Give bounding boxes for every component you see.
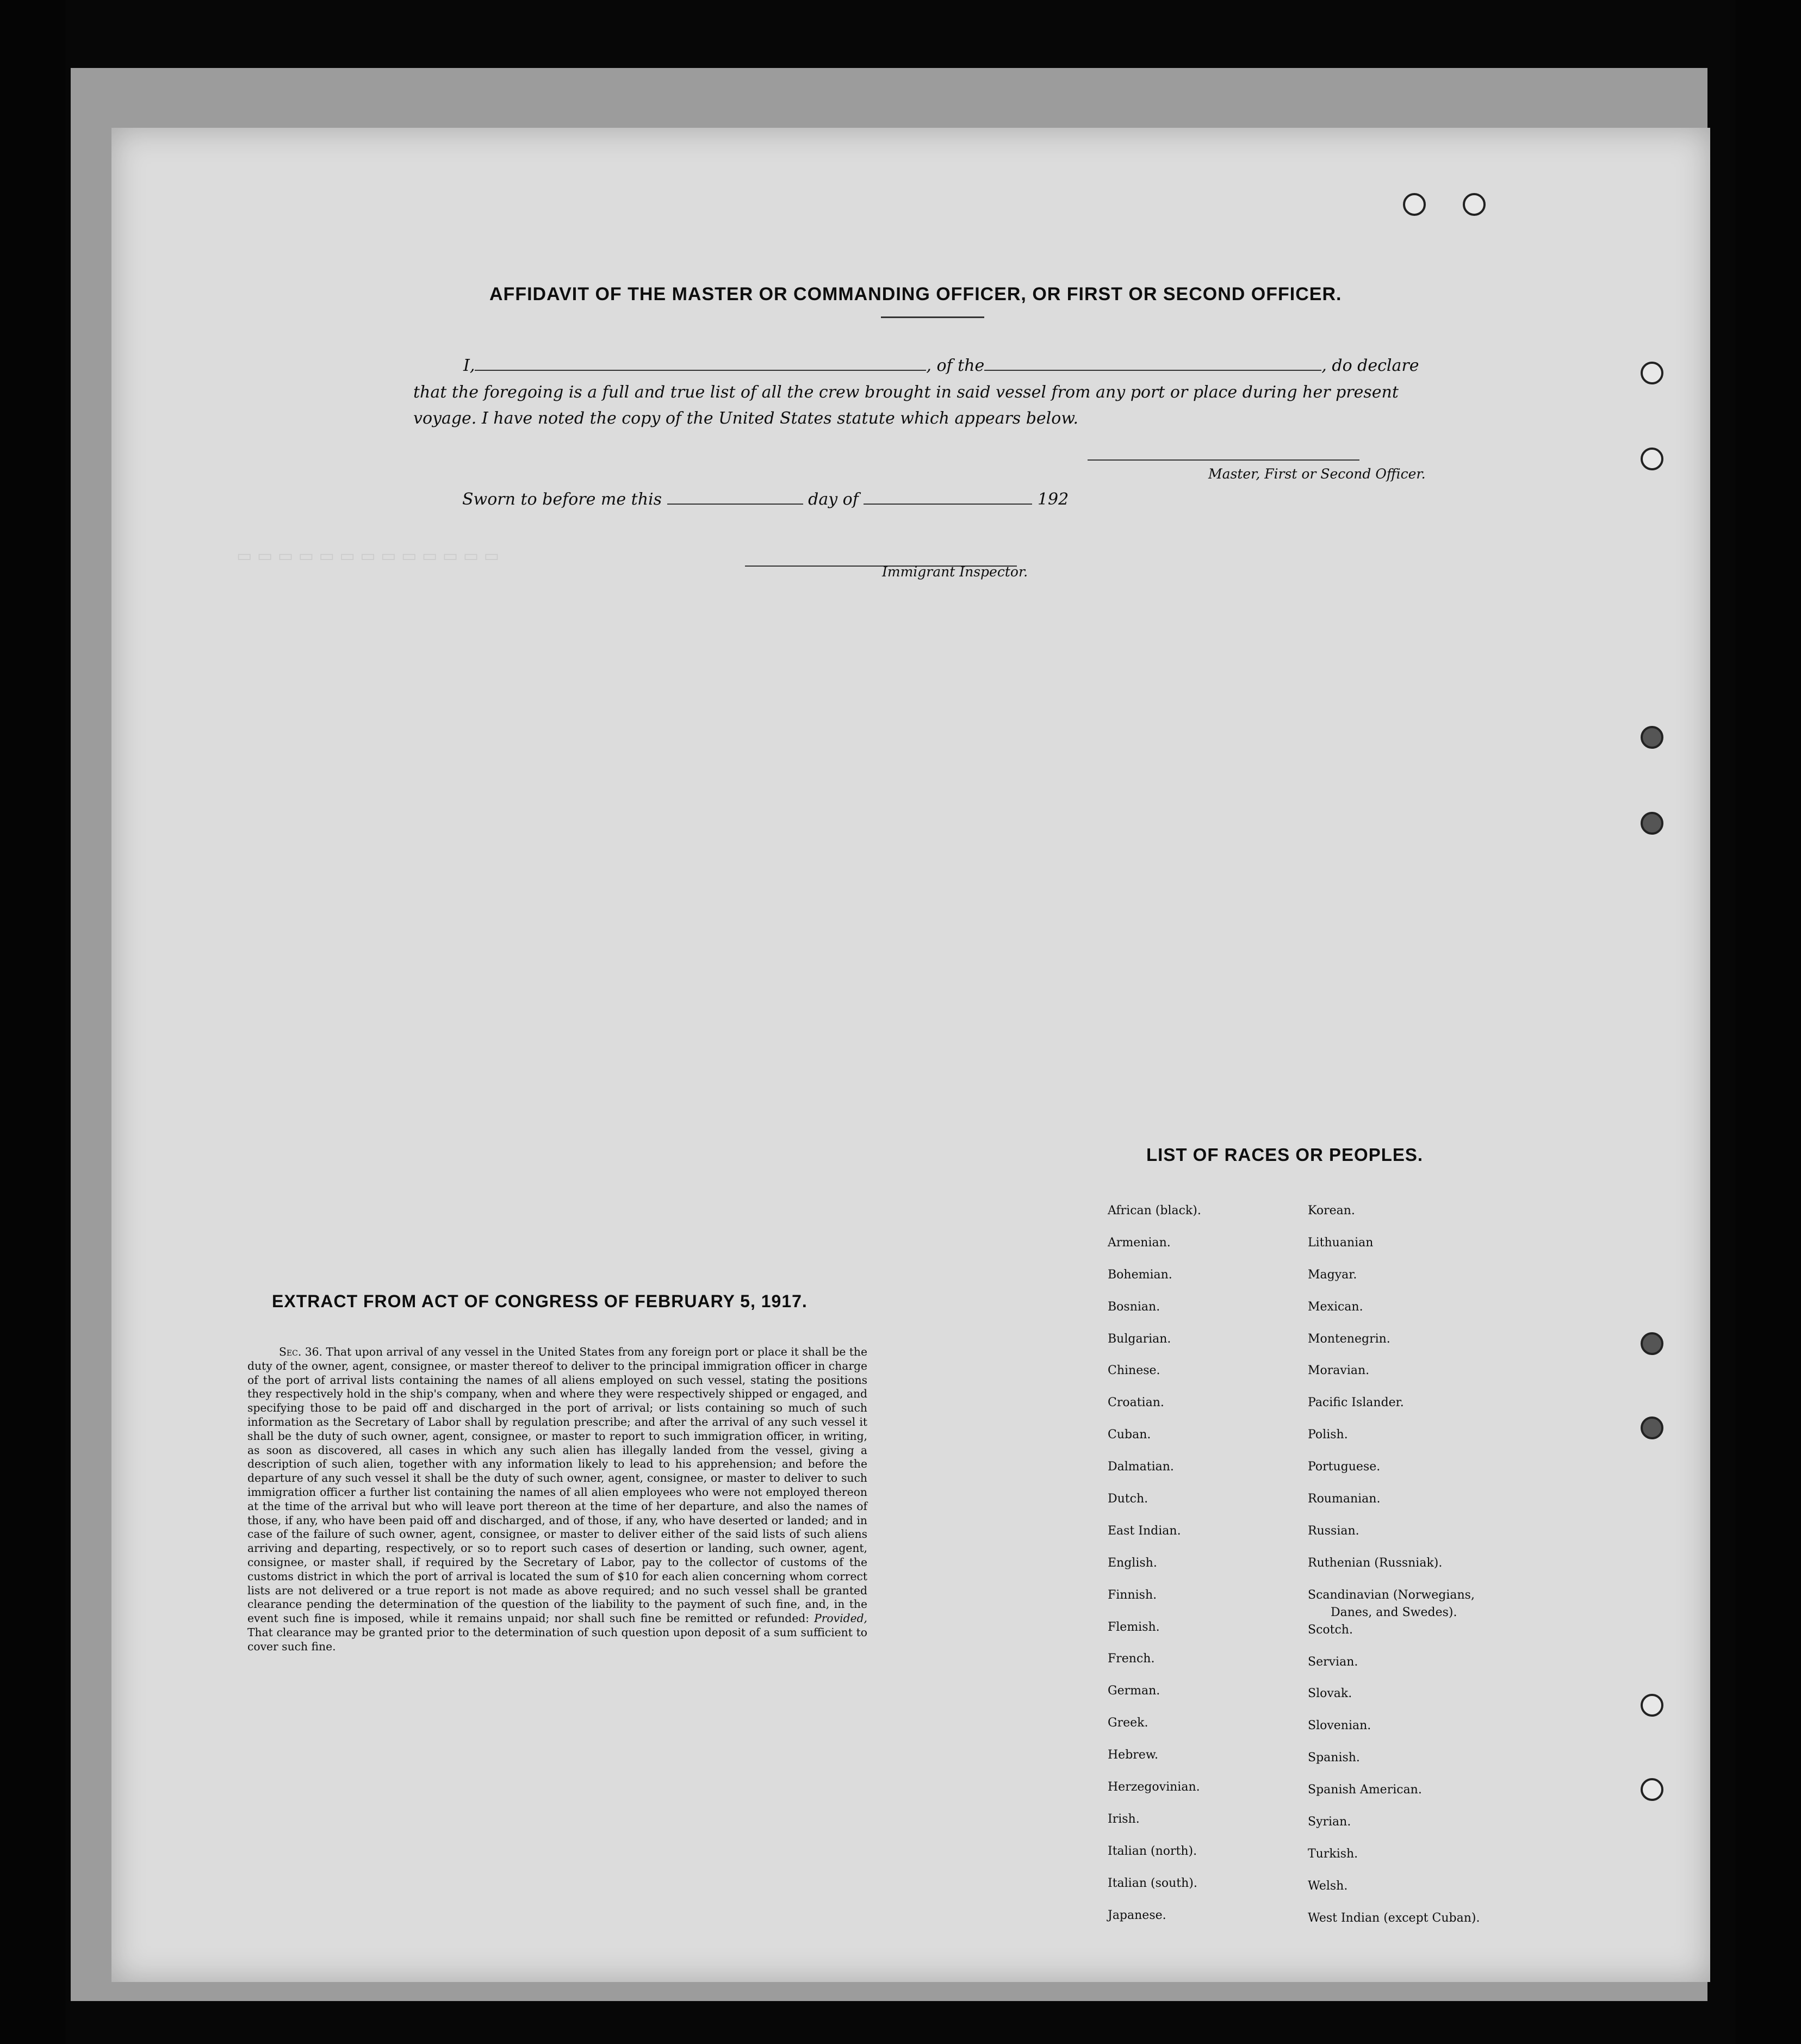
race-item: Ruthenian (Russniak).: [1308, 1556, 1443, 1570]
declaration-do-declare: , do declare: [1321, 356, 1419, 375]
race-item: Welsh.: [1308, 1879, 1348, 1893]
race-item: Polish.: [1308, 1428, 1348, 1442]
master-signature-line[interactable]: [1088, 459, 1359, 461]
race-item: Magyar.: [1308, 1268, 1357, 1282]
race-item: Moravian.: [1308, 1364, 1370, 1378]
race-item: Dalmatian.: [1108, 1460, 1174, 1474]
film-border-left: [0, 0, 65, 2044]
race-item: Slovak.: [1308, 1687, 1352, 1701]
races-title: LIST OF RACES OR PEOPLES.: [1146, 1145, 1424, 1165]
race-item: African (black).: [1108, 1204, 1201, 1217]
race-item: Greek.: [1108, 1716, 1148, 1730]
race-item: French.: [1108, 1652, 1155, 1666]
sworn-year: 192: [1037, 490, 1069, 509]
race-item: Bohemian.: [1108, 1268, 1172, 1282]
race-item: Scotch.: [1308, 1623, 1353, 1637]
film-border-right: [1736, 0, 1801, 2044]
race-item: Mexican.: [1308, 1300, 1363, 1314]
section-number: Sec. 36.: [279, 1345, 322, 1358]
races-list-left: [1108, 1204, 1201, 1940]
race-item: Bosnian.: [1108, 1300, 1160, 1314]
race-item: East Indian.: [1108, 1524, 1181, 1538]
race-item: Spanish American.: [1308, 1783, 1422, 1797]
race-item: Irish.: [1108, 1812, 1140, 1826]
master-label: Master, First or Second Officer.: [1208, 466, 1426, 482]
race-item: Spanish.: [1308, 1751, 1360, 1765]
race-item: English.: [1108, 1556, 1157, 1570]
race-item: Servian.: [1308, 1655, 1358, 1669]
race-item: West Indian (except Cuban).: [1308, 1911, 1480, 1925]
race-item: Japanese.: [1108, 1908, 1166, 1922]
punch-hole-icon: [1403, 193, 1426, 216]
title-rule: [881, 316, 984, 318]
race-item: Flemish.: [1108, 1620, 1160, 1634]
sworn-text: Sworn to before me this: [462, 490, 662, 509]
race-item: Herzegovinian.: [1108, 1780, 1200, 1794]
race-item: Finnish.: [1108, 1588, 1157, 1602]
extract-title: EXTRACT FROM ACT OF CONGRESS OF FEBRUARY 5, 1917.: [272, 1291, 808, 1311]
vessel-blank[interactable]: [984, 356, 1321, 371]
punch-hole-icon: [1641, 448, 1663, 470]
race-item: Croatian.: [1108, 1396, 1164, 1410]
day-of-text: day of: [808, 490, 859, 509]
race-item: Cuban.: [1108, 1428, 1151, 1442]
race-item: Syrian.: [1308, 1815, 1351, 1829]
punch-hole-icon: [1641, 726, 1663, 749]
race-item: Slovenian.: [1308, 1719, 1371, 1733]
punch-hole-icon: [1641, 1694, 1663, 1717]
extract-text-main: That upon arrival of any vessel in the United States from any foreign port or place it shall be the duty of the owner, agent, consignee, or master thereof to deliver to the principal immigration officer in charge of the port of arrival lists containing the names of all aliens employed on such vessel, stating the positions they respectively hold in the ship's company, when and where they were respectively shipped or engaged, and specifying those to be paid off and discharged in the port of arrival; or lists containing so much of such information as the Secretary of Labor shall by regulation prescribe; and after the arrival of any such vessel it shall be the duty of such owner, agent, consignee, or master to report to such immigration officer, in writing, as soon as discovered, all cases in which any such alien has illegally landed from the vessel, giving a description of such alien, together with any information likely to lead to his apprehension; and before the departure of any such vessel it shall be the duty of such owner, agent, consignee, or master to deliver to such immigration officer a further list containing the names of all alien employees who were not employed thereon at the time of the arrival but who will leave port thereon at the time of her departure, and also the names of those, if any, who have been paid off and discharged, and of those, if any, who have deserted or landed; and in case of the failure of such owner, agent, consignee, or master to deliver either of the said lists of such aliens arriving and departing, respectively, or so to report such cases of desertion or landing, such owner, agent, consignee, or master shall, if required by the Secretary of Labor, pay to the collector of customs of the customs district in which the port of arrival is located the sum of $10 for each alien concerning whom correct lists are not delivered or a true report is not made as above required; and no such vessel shall be granted clearance pending the determination of the question of the liability to the payment of such fine, and, in the event such fine is imposed, while it remains unpaid; nor shall such fine be remitted or refunded:: [247, 1345, 867, 1625]
provided-term: Provided,: [814, 1612, 868, 1625]
race-item: Russian.: [1308, 1524, 1359, 1538]
race-item: Scandinavian (Norwegians,: [1308, 1588, 1475, 1602]
race-item: Roumanian.: [1308, 1492, 1381, 1506]
punch-hole-icon: [1641, 812, 1663, 835]
race-item: Italian (north).: [1108, 1844, 1197, 1858]
races-list-right: [1308, 1204, 1480, 1943]
punch-hole-icon: [1463, 193, 1486, 216]
race-item: Korean.: [1308, 1204, 1355, 1217]
race-item: Hebrew.: [1108, 1748, 1159, 1762]
race-item: Bulgarian.: [1108, 1332, 1171, 1346]
day-blank[interactable]: [667, 489, 803, 505]
affidavit-title: AFFIDAVIT OF THE MASTER OR COMMANDING OFFICER, OR FIRST OR SECOND OFFICER.: [489, 284, 1342, 305]
race-item: Dutch.: [1108, 1492, 1148, 1506]
month-blank[interactable]: [864, 489, 1032, 505]
race-item: Lithuanian: [1308, 1235, 1374, 1250]
affidavit-text-line-3: voyage. I have noted the copy of the United States statute which appears below.: [413, 409, 1078, 428]
race-item: Chinese.: [1108, 1364, 1160, 1378]
sworn-line: [462, 489, 1069, 509]
declaration-of-the: , of the: [926, 356, 985, 375]
race-item: Turkish.: [1308, 1847, 1358, 1861]
punch-hole-icon: [1641, 1332, 1663, 1355]
affidavit-text-line-2: that the foregoing is a full and true list of all the crew brought in said vessel from any port or place during her present: [413, 383, 1399, 402]
punch-hole-icon: [1641, 1416, 1663, 1439]
inspector-label: Immigrant Inspector.: [882, 564, 1028, 580]
race-item: Italian (south).: [1108, 1876, 1197, 1890]
race-item: German.: [1108, 1684, 1160, 1698]
name-blank[interactable]: [475, 356, 926, 371]
declaration-i: I,: [463, 356, 475, 375]
extract-text-end: That clearance may be granted prior to the determination of such question upon deposit of a sum sufficient to cover such fine.: [247, 1625, 867, 1653]
race-item: Pacific Islander.: [1308, 1396, 1404, 1410]
punch-hole-icon: [1641, 362, 1663, 384]
extract-body: [247, 1345, 867, 1654]
punch-hole-icon: [1641, 1778, 1663, 1801]
race-item: Montenegrin.: [1308, 1332, 1390, 1346]
bleed-through-text: ▭ ▭ ▭ ▭ ▭ ▭ ▭ ▭ ▭ ▭ ▭ ▭ ▭: [237, 546, 499, 566]
race-item: Portuguese.: [1308, 1460, 1381, 1474]
race-item: Armenian.: [1108, 1235, 1171, 1250]
affidavit-declaration-line: [463, 356, 1419, 375]
race-item: Danes, and Swedes).: [1331, 1605, 1457, 1619]
